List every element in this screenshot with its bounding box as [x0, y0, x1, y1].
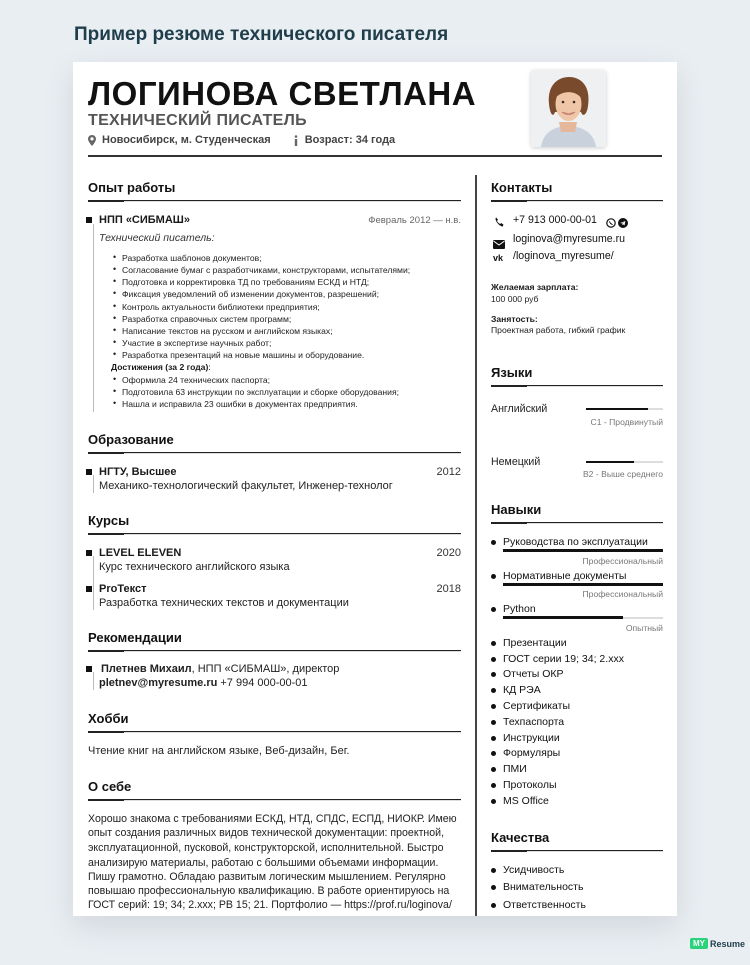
header-divider — [88, 155, 662, 157]
skill-item: Сертификаты — [503, 700, 570, 712]
skill-item: ГОСТ серии 19; 34; 2.xxx — [503, 653, 624, 665]
skill-bar — [503, 617, 663, 619]
about-line: эксплуатационной, пусковой, конструкторской, исполнительной. Быстро — [88, 842, 444, 854]
skill-level: Профессиональный — [582, 589, 663, 599]
course-name: ProТекст — [99, 583, 147, 595]
email-icon — [493, 236, 505, 254]
location-text: Новосибирск, м. Студенческая — [102, 134, 271, 146]
timeline-line — [93, 475, 94, 493]
course-year: 2018 — [436, 583, 461, 595]
skill-level: Опытный — [625, 623, 663, 633]
skill-bar — [503, 550, 663, 552]
language-level: B2 - Выше среднего — [582, 469, 663, 479]
timeline-line — [93, 224, 94, 412]
achievement-item: • Нашла и исправила 23 ошибки в документах предприятия. — [122, 399, 358, 409]
duty-item: • Согласование бумаг с разработчиками, конструкторами, испытателями; — [122, 265, 410, 275]
education-details: Механико-технологический факультет, Инженер-технолог — [99, 480, 393, 492]
experience-company: НПП «СИБМАШ» — [99, 214, 190, 226]
language-level: C1 - Продвинутый — [590, 417, 663, 427]
language-name: Английский — [491, 403, 548, 415]
duty-item: • Контроль актуальности библиотеки предприятия; — [122, 302, 320, 312]
reference-phone: +7 994 000-00-01 — [217, 677, 308, 689]
telegram-icon[interactable] — [618, 215, 628, 233]
phone-icon — [494, 215, 505, 233]
education-title: Образование — [88, 432, 174, 447]
skill-item: Формуляры — [503, 747, 561, 759]
achievement-item: • Оформила 24 технических паспорта; — [122, 375, 270, 385]
column-divider — [475, 175, 477, 916]
candidate-meta — [88, 134, 395, 146]
about-line: повышаю профессиональную квалификацию. В работе ориентируюсь на — [88, 885, 450, 897]
location-pin-icon — [88, 135, 96, 146]
candidate-role: ТЕХНИЧЕСКИЙ ПИСАТЕЛЬ — [88, 112, 307, 129]
course-name: LEVEL ELEVEN — [99, 547, 182, 559]
about-line: опыт создания различных видов технической документации: проектной, — [88, 827, 445, 839]
reference-name: Плетнев Михаил — [101, 663, 192, 675]
employment-value: Проектная работа, гибкий график — [491, 325, 626, 335]
course-details: Курс технического английского языка — [99, 561, 290, 573]
quality-item: Усидчивость — [503, 864, 565, 876]
experience-period: Февраль 2012 — н.в. — [368, 215, 461, 226]
info-icon — [293, 135, 299, 146]
duty-item: • Написание текстов на русском и английском языках; — [122, 326, 333, 336]
education-rule — [88, 452, 461, 454]
education-school: НГТУ, Высшее — [99, 466, 177, 478]
skill-item: Нормативные документы — [503, 570, 627, 582]
skill-bar-fill — [503, 583, 663, 586]
skill-bar-fill — [503, 549, 663, 552]
logo-resume: Resume — [710, 938, 746, 949]
candidate-name: ЛОГИНОВА СВЕТЛАНА — [88, 75, 477, 112]
courses-title: Курсы — [88, 513, 130, 528]
skill-item: ПМИ — [503, 763, 527, 775]
employment-label: Занятость: — [491, 314, 538, 324]
skill-item: Инструкции — [503, 732, 560, 744]
achievement-item: • Подготовила 63 инструкции по эксплуатации и сборке оборудования; — [122, 387, 399, 397]
about-line: ГОСТ серий: 19; 34; 2.xxx; РВ 15; 21. Портфолио — https://prof.ru/loginova/ — [88, 899, 452, 911]
timeline-marker — [86, 586, 92, 592]
experience-position: Технический писатель: — [99, 232, 215, 244]
skill-level: Профессиональный — [582, 556, 663, 566]
skill-item: КД РЭА — [503, 684, 541, 696]
hobby-rule — [88, 731, 461, 733]
language-bar-fill — [586, 461, 634, 463]
contact-phone[interactable]: +7 913 000-00-01 — [513, 214, 597, 226]
skills-title: Навыки — [491, 502, 542, 517]
hobby-title: Хобби — [88, 711, 129, 726]
skill-item: Руководства по эксплуатации — [503, 536, 648, 548]
candidate-photo — [531, 70, 606, 147]
qualities-title: Качества — [491, 830, 550, 845]
duty-item: • Разработка справочных систем программ; — [122, 314, 291, 324]
achievements-title: Достижения (за 2 года) — [111, 362, 209, 372]
duty-item: • Подготовка и корректировка ТД по требованиям ЕСКД и НТД; — [122, 277, 369, 287]
salary-value: 100 000 руб — [491, 294, 539, 304]
language-bar — [586, 408, 663, 410]
experience-title: Опыт работы — [88, 180, 176, 195]
skill-bar — [503, 584, 663, 586]
age-text: Возраст: 34 года — [304, 134, 396, 146]
achievements-colon: : — [208, 362, 211, 372]
reference-line — [101, 663, 339, 675]
about-line: анализирую материалы, работаю с большими объемами информации. — [88, 857, 439, 869]
contact-vk[interactable]: /loginova_myresume/ — [513, 250, 614, 262]
timeline-marker — [86, 469, 92, 475]
skill-item: Отчеты ОКР — [503, 668, 564, 680]
about-rule — [88, 799, 461, 801]
timeline-line — [93, 672, 94, 690]
contacts-rule — [491, 200, 663, 202]
quality-item: Внимательность — [503, 881, 584, 893]
whatsapp-icon[interactable] — [606, 215, 616, 233]
skill-item: Презентации — [503, 637, 567, 649]
resume-sheet — [73, 62, 677, 916]
skill-item: Протоколы — [503, 779, 557, 791]
myresume-logo[interactable] — [690, 938, 745, 949]
reference-contact — [99, 677, 308, 689]
references-rule — [88, 650, 461, 652]
salary-label: Желаемая зарплата: — [491, 282, 579, 292]
contacts-title: Контакты — [491, 180, 553, 195]
qualities-rule — [491, 850, 663, 852]
achievements-heading — [111, 362, 211, 372]
vk-icon: vk — [493, 253, 504, 263]
references-title: Рекомендации — [88, 630, 182, 645]
language-bar — [586, 461, 663, 463]
languages-title: Языки — [491, 365, 533, 380]
education-year: 2012 — [436, 466, 461, 478]
duty-item: • Разработка шаблонов документов; — [122, 253, 262, 263]
timeline-marker — [86, 550, 92, 556]
timeline-marker — [86, 217, 92, 223]
skill-item: Техпаспорта — [503, 716, 565, 728]
reference-org: , НПП «СИБМАШ», директор — [191, 663, 340, 675]
course-year: 2020 — [436, 547, 461, 559]
course-details: Разработка технических текстов и документации — [99, 597, 349, 609]
duty-item: • Участие в экспертизе научных работ; — [122, 338, 271, 348]
duty-item: • Разработка презентаций на новые машины и оборудование. — [122, 350, 364, 360]
languages-rule — [491, 385, 663, 387]
courses-rule — [88, 533, 461, 535]
logo-my: MY — [690, 938, 708, 949]
language-name: Немецкий — [491, 456, 541, 468]
hobby-text: Чтение книг на английском языке, Веб-дизайн, Бег. — [88, 745, 350, 757]
skill-item: MS Office — [503, 795, 549, 807]
quality-item: Ответственность — [503, 899, 586, 911]
about-title: О себе — [88, 779, 132, 794]
page-title: Пример резюме технического писателя — [74, 24, 449, 45]
skill-bar-fill — [503, 616, 623, 619]
skill-item: Python — [503, 603, 536, 615]
experience-rule — [88, 200, 461, 202]
about-line: Пишу грамотно. Обладаю развитым логическим мышлением. Регулярно — [88, 871, 446, 883]
timeline-marker — [86, 666, 92, 672]
skills-rule — [491, 522, 663, 524]
reference-email[interactable]: pletnev@myresume.ru — [99, 677, 218, 689]
language-bar-fill — [586, 408, 648, 410]
contact-email[interactable]: loginova@myresume.ru — [513, 233, 626, 245]
timeline-line — [93, 556, 94, 610]
about-line: Хорошо знакома с требованиями ЕСКД, НТД, СПДС, ЕСПД, НИОКР. Имею — [88, 813, 457, 825]
duty-item: • Фиксация уведомлений об изменении документов, разрешений; — [122, 289, 379, 299]
